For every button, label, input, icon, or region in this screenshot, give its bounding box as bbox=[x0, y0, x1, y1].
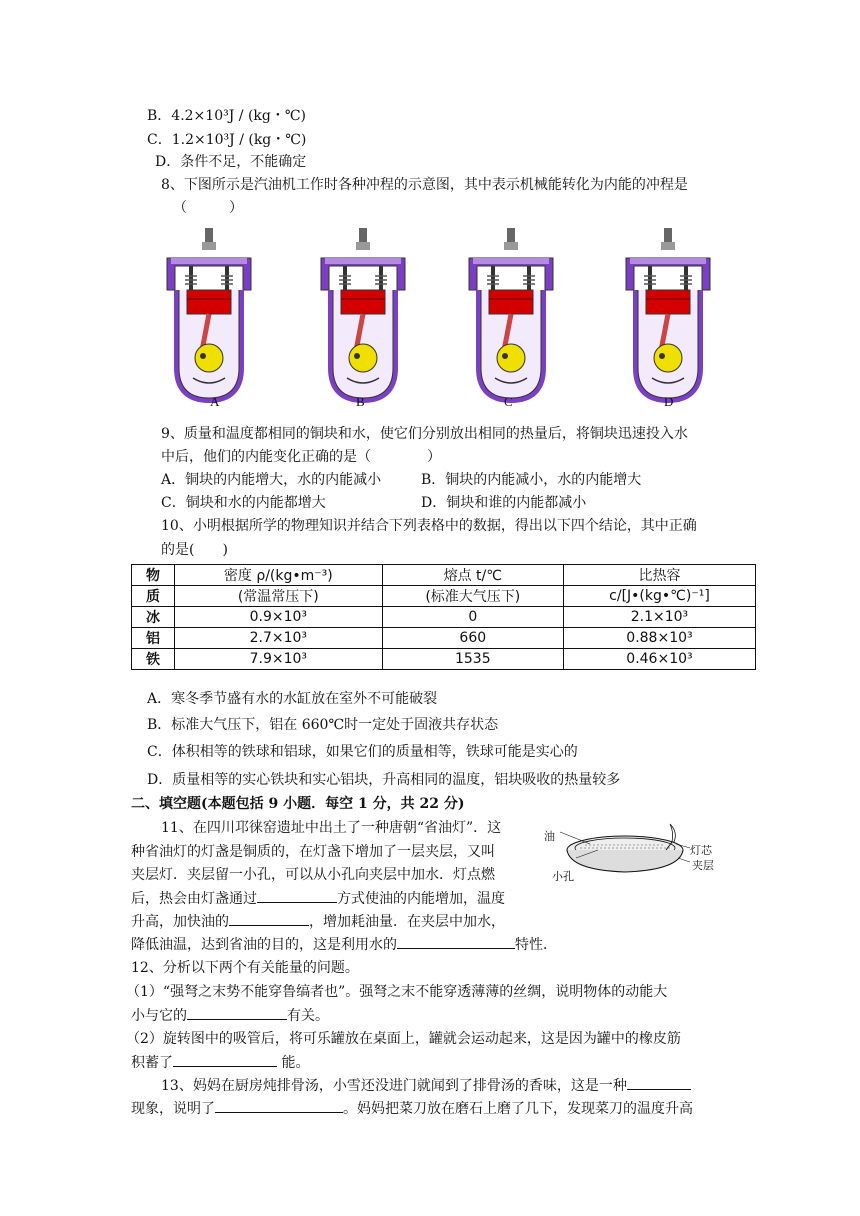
q7-option-d: D．条件不足，不能确定 bbox=[155, 154, 307, 170]
row-material: 铁 bbox=[132, 649, 175, 670]
table-header-zhi: 质 bbox=[132, 586, 175, 607]
q10-option-d: D．质量相等的实心铁块和实心铝块，升高相同的温度，铝块吸收的热量较多 bbox=[147, 772, 621, 788]
row-heat: 0.46×10³ bbox=[563, 649, 755, 670]
q7-option-b: B．4.2×10³J / (kg・℃) bbox=[147, 108, 306, 124]
q13-line2-text-b: 。妈妈把菜刀放在磨石上磨了几下，发现菜刀的温度升高 bbox=[343, 1101, 693, 1117]
engine-label-c: C bbox=[504, 394, 513, 409]
q12-part1-text-b: 有关。 bbox=[287, 1008, 329, 1024]
material-properties-table bbox=[131, 564, 756, 670]
row-melt: 1535 bbox=[382, 649, 563, 670]
table-header-heat-1: 比热容 bbox=[563, 565, 755, 586]
row-material: 铝 bbox=[132, 628, 175, 649]
q9-option-c: C．铜块和水的内能都增大 bbox=[161, 495, 326, 511]
row-material: 冰 bbox=[132, 607, 175, 628]
table-header-density-2: (常温常压下) bbox=[175, 586, 383, 607]
q12-part2-line2 bbox=[131, 1052, 309, 1073]
q11-blank-3[interactable] bbox=[397, 934, 515, 949]
q12-blank-2[interactable] bbox=[173, 1052, 277, 1067]
row-melt: 660 bbox=[382, 628, 563, 649]
q11-line2: 种省油灯的灯盏是铜质的，在灯盏下增加了一层夹层，又叫 bbox=[131, 844, 495, 860]
row-density: 7.9×10³ bbox=[175, 649, 383, 670]
q12-blank-1[interactable] bbox=[187, 1005, 287, 1020]
q9-option-d: D．铜块和谁的内能都减小 bbox=[421, 495, 587, 511]
q11-line1: 11、在四川邛徕窑遗址中出土了一种唐朝“省油灯”．这 bbox=[161, 820, 502, 836]
q12-part1-line1: （1）“强弩之末势不能穿鲁缟者也”。强弩之末不能穿透薄薄的丝绸，说明物体的动能大 bbox=[126, 984, 668, 1000]
lamp-label-hole: 小孔 bbox=[552, 870, 574, 883]
q13-blank-1[interactable] bbox=[627, 1075, 691, 1090]
engine-label-d: D bbox=[664, 394, 674, 409]
table-header-melt-2: (标准大气压下) bbox=[382, 586, 563, 607]
row-density: 0.9×10³ bbox=[175, 607, 383, 628]
q11-line6-text-b: 特性． bbox=[515, 937, 557, 953]
q13-blank-2[interactable] bbox=[215, 1098, 343, 1113]
table-row bbox=[132, 649, 756, 670]
engine-strokes-figure bbox=[0, 222, 860, 422]
q11-line6 bbox=[131, 934, 557, 955]
row-heat: 2.1×10³ bbox=[563, 607, 755, 628]
q10-stem-line2: 的是( ) bbox=[161, 542, 228, 558]
q13-line1 bbox=[161, 1075, 691, 1096]
q9-stem-line2: 中后，他们的内能变化正确的是（ ） bbox=[161, 449, 441, 465]
lamp-label-oil: 油 bbox=[544, 830, 555, 843]
q11-line5-text-a: 升高，加快油的 bbox=[131, 914, 229, 930]
q12-part2-text-b: 能。 bbox=[277, 1055, 310, 1071]
q12-part2-text-a: 积蓄了 bbox=[131, 1055, 173, 1071]
q11-line5 bbox=[131, 911, 505, 932]
q11-line4-text-a: 后，热会由灯盏通过 bbox=[131, 891, 257, 907]
row-melt: 0 bbox=[382, 607, 563, 628]
q10-stem-line1: 10、小明根据所学的物理知识并结合下列表格中的数据，得出以下四个结论，其中正确 bbox=[161, 518, 697, 534]
q13-line2-text-a: 现象，说明了 bbox=[131, 1101, 215, 1117]
q7-option-c: C．1.2×10³J / (kg・℃) bbox=[147, 132, 307, 148]
section-2-title: 二、填空题(本题包括 9 小题．每空 1 分，共 22 分) bbox=[131, 796, 465, 812]
q11-line6-text-a: 降低油温，达到省油的目的，这是利用水的 bbox=[131, 937, 397, 953]
q13-line1-text: 13、妈妈在厨房炖排骨汤，小雪还没进门就闻到了排骨汤的香味，这是一种 bbox=[161, 1078, 627, 1094]
q11-blank-2[interactable] bbox=[229, 911, 309, 926]
table-row bbox=[132, 607, 756, 628]
row-density: 2.7×10³ bbox=[175, 628, 383, 649]
q9-option-b: B．铜块的内能减小，水的内能增大 bbox=[421, 472, 642, 488]
q12-stem: 12、分析以下两个有关能量的问题。 bbox=[131, 960, 359, 976]
q11-line3: 夹层灯．夹层留一小孔，可以从小孔向夹层中加水．灯点燃 bbox=[131, 867, 495, 883]
q10-option-b: B．标准大气压下，铝在 660℃时一定处于固液共存状态 bbox=[147, 717, 499, 733]
table-row bbox=[132, 628, 756, 649]
q8-answer-paren: （ ） bbox=[173, 200, 243, 216]
q9-stem-line1: 9、质量和温度都相同的铜块和水，使它们分别放出相同的热量后，将铜块迅速投入水 bbox=[161, 426, 688, 442]
q11-line5-text-b: ，增加耗油量．在夹层中加水， bbox=[309, 914, 505, 930]
q13-line2 bbox=[131, 1098, 693, 1119]
engine-label-a: A bbox=[210, 394, 220, 409]
table-header-melt-1: 熔点 t/℃ bbox=[382, 565, 563, 586]
table-header-heat-2: c/[J•(kg•℃)⁻¹] bbox=[563, 586, 755, 607]
q10-option-c: C．体积相等的铁球和铝球，如果它们的质量相等，铁球可能是实心的 bbox=[147, 744, 578, 760]
lamp-label-layer: 夹层 bbox=[692, 859, 714, 872]
q11-line4-text-b: 方式使油的内能增加，温度 bbox=[337, 891, 505, 907]
q12-part2-line1: （2）旋转图中的吸管后，将可乐罐放在桌面上，罐就会运动起来，这是因为罐中的橡皮筋 bbox=[126, 1031, 681, 1047]
q11-line4 bbox=[131, 888, 505, 909]
q12-part1-text-a: 小与它的 bbox=[131, 1008, 187, 1024]
q8-stem: 8、下图所示是汽油机工作时各种冲程的示意图，其中表示机械能转化为内能的冲程是 bbox=[161, 177, 688, 193]
table-header-wu: 物 bbox=[132, 565, 175, 586]
row-heat: 0.88×10³ bbox=[563, 628, 755, 649]
table-header-density-1: 密度 ρ/(kg•m⁻³) bbox=[175, 565, 383, 586]
engine-label-b: B bbox=[356, 394, 365, 409]
q12-part1-line2 bbox=[131, 1005, 329, 1026]
lamp-label-wick: 灯芯 bbox=[690, 844, 712, 857]
q11-blank-1[interactable] bbox=[257, 888, 337, 903]
q9-option-a: A．铜块的内能增大，水的内能减小 bbox=[161, 472, 382, 488]
q10-option-a: A．寒冬季节盛有水的水缸放在室外不可能破裂 bbox=[147, 691, 438, 707]
